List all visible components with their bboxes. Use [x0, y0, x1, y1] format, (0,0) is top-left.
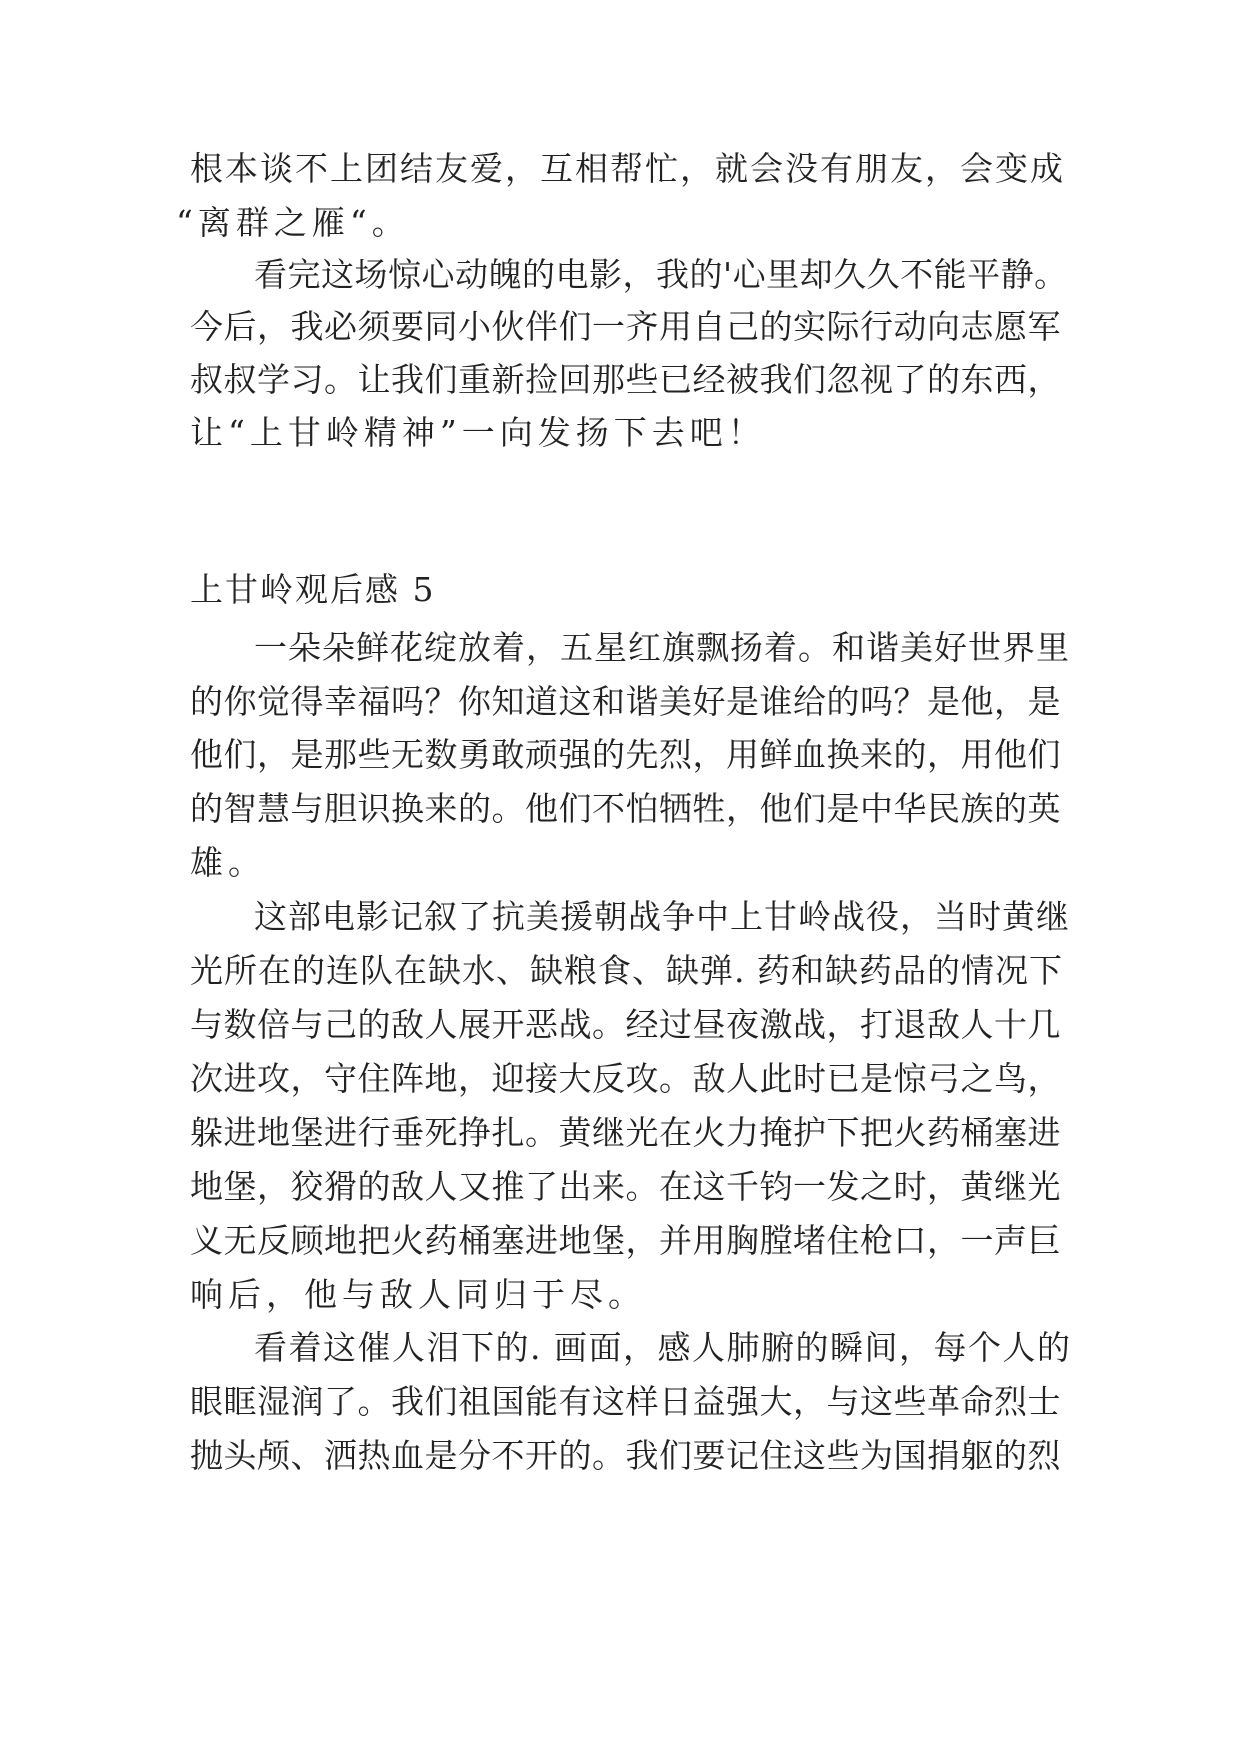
text-line: 的你觉得幸福吗？你知道这和谐美好是谁给的吗？是他，是 [190, 682, 1061, 721]
text-line: 义无反顾地把火药桶塞进地堡，并用胸膛堵住枪口，一声巨 [190, 1221, 1061, 1260]
text-line: 地堡，狡猾的敌人又推了出来。在这千钧一发之时，黄继光 [190, 1167, 1061, 1206]
text-line: 让“上甘岭精神”一向发扬下去吧！ [190, 413, 766, 452]
text-line: 的智慧与胆识换来的。他们不怕牺牲，他们是中华民族的英 [190, 789, 1061, 828]
text-line: 看完这场惊心动魄的电影，我的'心里却久久不能平静。 [254, 255, 1068, 294]
text-line: 看着这催人泪下的. 画面，感人肺腑的瞬间，每个人的 [254, 1328, 1072, 1367]
text-line: 根本谈不上团结友爱，互相帮忙，就会没有朋友，会变成 [190, 149, 1065, 188]
text-line: 光所在的连队在缺水、缺粮食、缺弹. 药和缺药品的情况下 [190, 951, 1063, 990]
text-line: 这部电影记叙了抗美援朝战争中上甘岭战役，当时黄继 [254, 897, 1070, 936]
text-line: 雄。 [190, 843, 266, 882]
text-line: 次进攻，守住阵地，迎接大反攻。敌人此时已是惊弓之鸟， [190, 1059, 1061, 1098]
text-line: 与数倍与己的敌人展开恶战。经过昼夜激战，打退敌人十几 [190, 1005, 1061, 1044]
section-heading: 上甘岭观后感 5 [190, 570, 436, 609]
text-line: 叔叔学习。让我们重新捡回那些已经被我们忽视了的东西， [190, 360, 1061, 399]
text-line: 眼眶湿润了。我们祖国能有这样日益强大，与这些革命烈士 [190, 1382, 1061, 1421]
text-line: 躲进地堡进行垂死挣扎。黄继光在火力掩护下把火药桶塞进 [190, 1113, 1061, 1152]
text-line: 今后，我必须要同小伙伴们一齐用自己的实际行动向志愿军 [190, 307, 1061, 346]
text-line: 他们，是那些无数勇敢顽强的先烈，用鲜血换来的，用他们 [190, 735, 1061, 774]
text-line: 抛头颅、洒热血是分不开的。我们要记住这些为国捐躯的烈 [190, 1436, 1061, 1475]
text-line: 一朵朵鲜花绽放着，五星红旗飘扬着。和谐美好世界里 [254, 628, 1070, 667]
text-line: “离群之雁“。 [176, 203, 410, 242]
text-line: 响后，他与敌人同归于尽。 [190, 1275, 646, 1314]
